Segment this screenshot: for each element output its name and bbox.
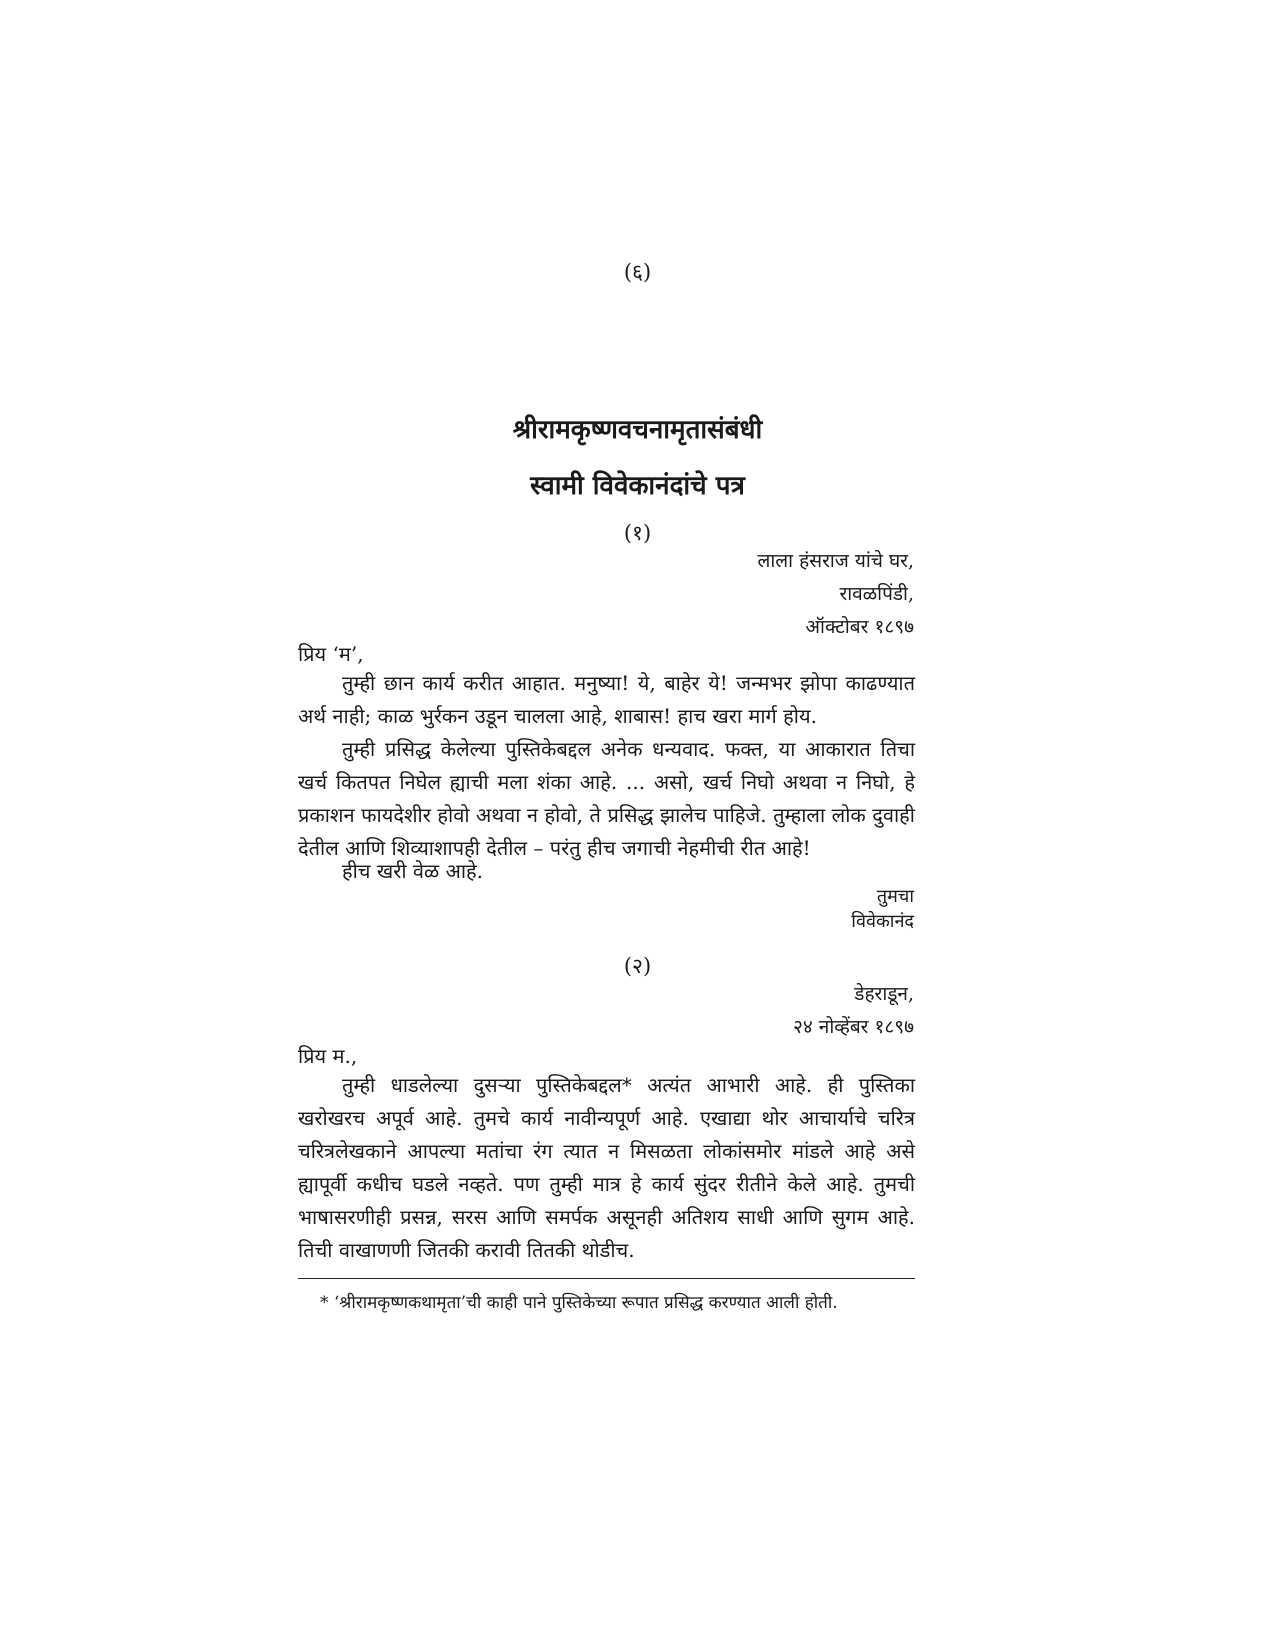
address-line: लाला हंसराज यांचे घर, xyxy=(757,550,914,572)
letter-1-salutation: प्रिय ‘म’, xyxy=(298,642,364,666)
letter-1-paragraph-2: तुम्ही प्रसिद्ध केलेल्या पुस्तिकेबद्दल अनेक धन्यवाद. फक्त, या आकारात तिचा खर्च कितपत निघेल ह्याची मला शंका आहे. ... असो, खर्च निघो अथवा न निघो, हे प्रकाशन फायदेशीर होवो अथवा न होवो, ते प्रसिद्ध झालेच पाहिजे. तुम्हाला लोक दुवाही देतील आणि शिव्याशापही देतील – परंतु हीच जगाची नेहमीची रीत आहे! xyxy=(298,737,915,860)
address-line: रावळपिंडी, xyxy=(839,583,914,605)
signature: विवेकानंद xyxy=(851,911,914,932)
title-line-2: स्वामी विवेकानंदांचे पत्र xyxy=(530,471,745,501)
letter-1-address xyxy=(758,545,915,644)
address-line: ऑक्टोबर १८९७ xyxy=(805,616,914,638)
footnote: * ‘श्रीरामकृष्णकथामृता’ची काही पाने पुस्तिकेच्या रूपात प्रसिद्ध करण्यात आली होती. xyxy=(320,1293,838,1313)
address-line: डेहराडून, xyxy=(854,983,914,1005)
footnote-divider xyxy=(298,1278,915,1279)
address-line: २४ नोव्हेंबर १८९७ xyxy=(792,1016,914,1038)
page-number: (६) xyxy=(623,260,652,284)
letter-1-paragraph-1: तुम्ही छान कार्य करीत आहात. मनुष्या! ये, बाहेर ये! जन्मभर झोपा काढण्यात अर्थ नाही; काळ भुर्रकन उडून चालला आहे, शाबास! हाच खरा मार्ग होय. xyxy=(298,671,915,728)
letter-2-number: (२) xyxy=(623,954,652,978)
letter-2-paragraph-1: तुम्ही धाडलेल्या दुसऱ्या पुस्तिकेबद्दल* अत्यंत आभारी आहे. ही पुस्तिका खरोखरच अपूर्व आहे. तुमचे कार्य नावीन्यपूर्ण आहे. एखाद्या थोर आचार्याचे चरित्र चरित्रलेखकाने आपल्या मतांचा रंग त्यात न मिसळता लोकांसमोर मांडले आहे असे ह्यापूर्वी कधीच घडले नव्हते. पण तुम्ही मात्र हे कार्य सुंदर रीतीने केले आहे. तुमची भाषासरणीही प्रसन्न, सरस आणि समर्पक असूनही अतिशय साधी आणि सुगम आहे. तिची वाखाणणी जितकी करावी तितकी थोडीच. xyxy=(298,1073,915,1262)
letter-2-address xyxy=(793,978,914,1044)
letter-1-number: (१) xyxy=(623,521,652,545)
closing: तुमचा xyxy=(876,886,914,907)
title-line-1: श्रीरामकृष्णवचनामृतासंबंधी xyxy=(512,415,763,445)
letter-2-salutation: प्रिय म., xyxy=(298,1044,358,1068)
letter-1-signoff xyxy=(851,884,914,934)
letter-1-paragraph-3: हीच खरी वेळ आहे. xyxy=(342,859,484,883)
